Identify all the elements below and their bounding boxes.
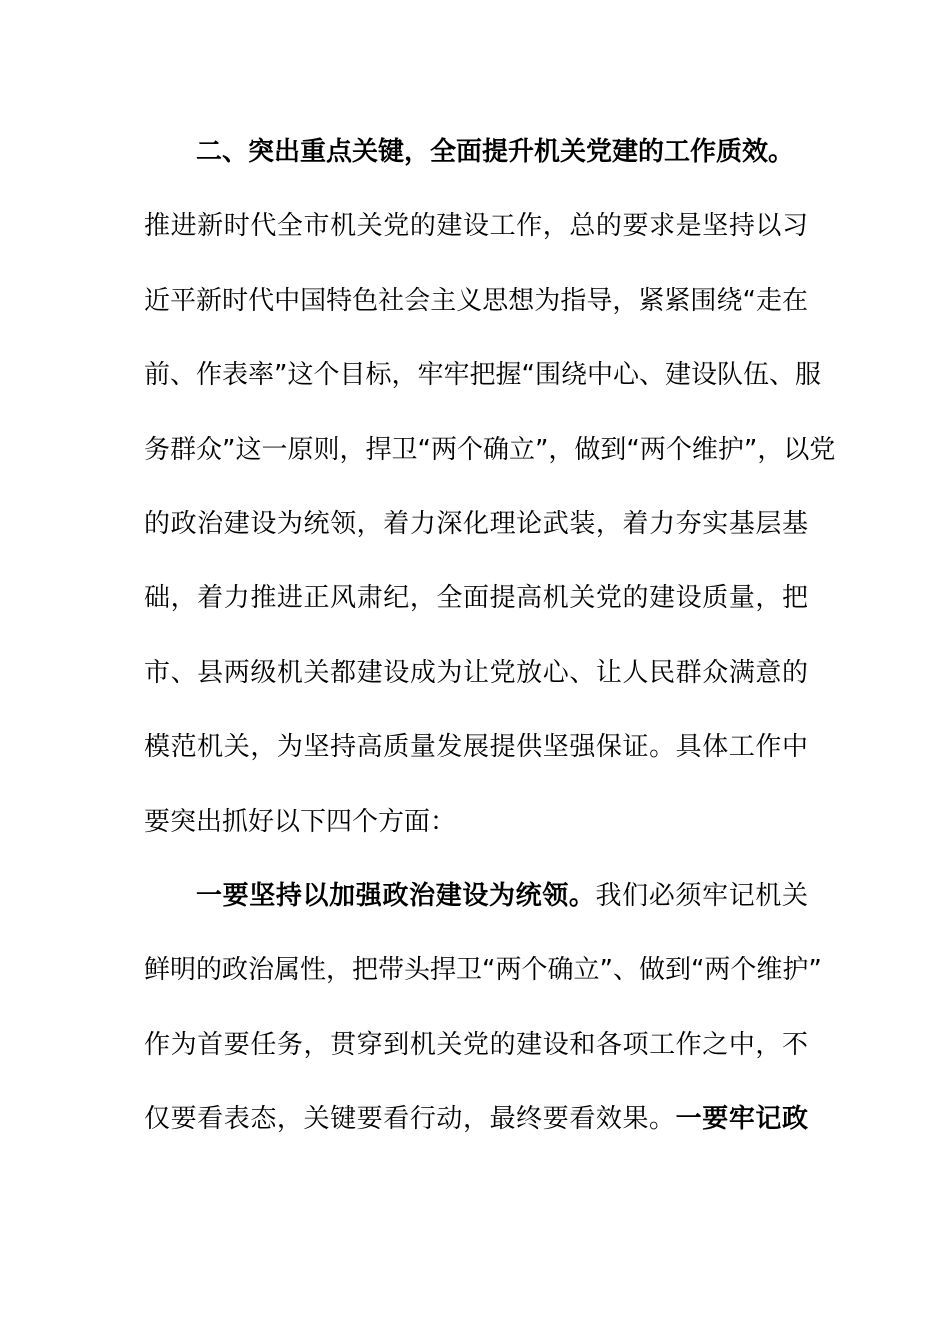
paragraph-2-bold-lead: 一要坚持以加强政治建设为统领。 — [196, 880, 596, 911]
paragraph-2-last-normal: 仅要看表态，关键要看行动，最终要看效果。 — [144, 1104, 676, 1135]
paragraph-1-last-line: 要突出抓好以下四个方面： — [144, 806, 457, 837]
paragraph-2-line: 鲜明的政治属性，把带头捍卫“两个确立”、做到“两个维护” — [144, 955, 822, 986]
paragraph-1-line: 推进新时代全市机关党的建设工作，总的要求是坚持以习 — [144, 211, 808, 242]
paragraph-2-first-line — [144, 872, 808, 946]
paragraph-1-line: 前、作表率”这个目标，牢牢把握“围绕中心、建设队伍、服 — [144, 360, 821, 391]
paragraph-2-lead-rest: 我们必须牢记机关 — [595, 880, 808, 911]
paragraph-2-line: 作为首要任务，贯穿到机关党的建设和各项工作之中，不 — [144, 1029, 808, 1060]
paragraph-1-line: 近平新时代中国特色社会主义思想为指导，紧紧围绕“走在 — [144, 285, 808, 316]
paragraph-1-line: 模范机关，为坚持高质量发展提供坚强保证。具体工作中 — [144, 732, 808, 763]
paragraph-1-line: 的政治建设为统领，着力深化理论武装，着力夯实基层基 — [144, 508, 808, 539]
section-heading-text: 二、突出重点关键，全面提升机关党建的工作质效。 — [196, 137, 795, 167]
paragraph-1-line: 市、县两级机关都建设成为让党放心、让人民群众满意的 — [144, 657, 808, 688]
paragraph-1-line: 务群众”这一原则，捍卫“两个确立”，做到“两个维护”，以党 — [144, 434, 836, 465]
section-heading — [144, 128, 808, 202]
paragraph-1-line: 础，着力推进正风肃纪，全面提高机关党的建设质量，把 — [144, 583, 808, 614]
paragraph-2-last-bold: 一要牢记政 — [675, 1104, 808, 1135]
document-body — [144, 128, 836, 1169]
paragraph-2-last-line — [144, 1095, 808, 1169]
